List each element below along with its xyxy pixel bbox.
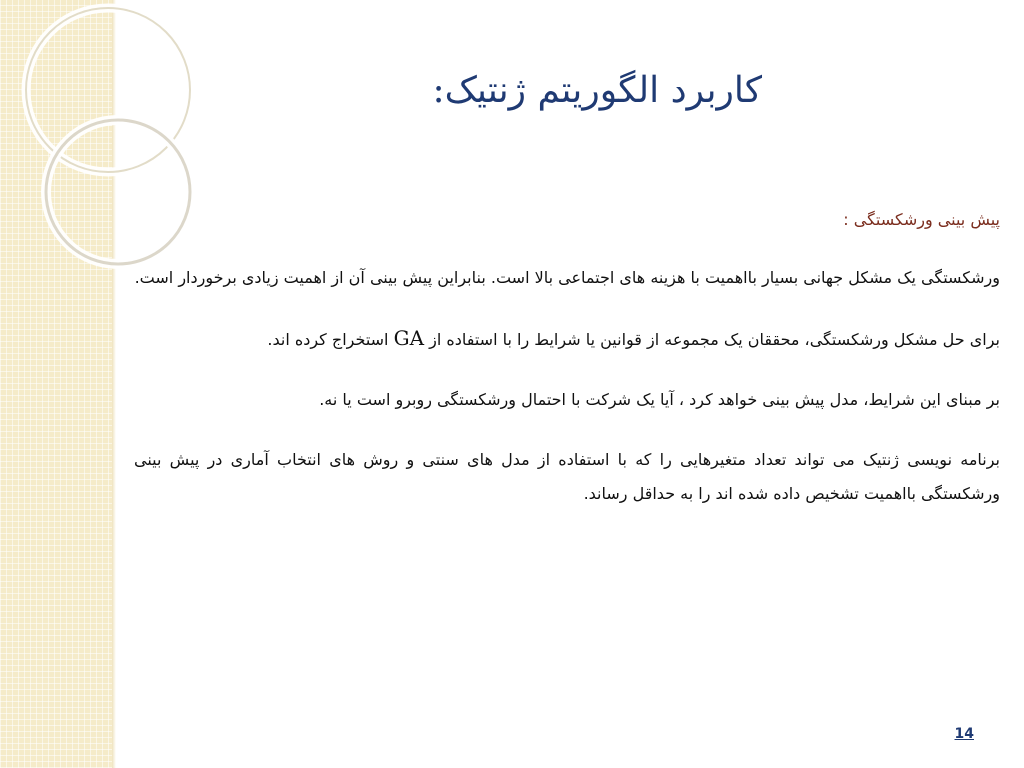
paragraph-model-prediction: بر مبنای این شرایط، مدل پیش بینی خواهد کرد ، آیا یک شرکت با احتمال ورشکستگی روبرو است یا نه. xyxy=(319,390,1000,409)
paragraph-ga-rules xyxy=(134,321,1000,357)
ga-term: GA xyxy=(393,326,425,350)
page-number: 14 xyxy=(954,726,974,742)
slide-title: کاربرد الگوریتم ژنتیک: xyxy=(432,70,762,111)
paragraph-ga-rules-start: برای حل مشکل ورشکستگی، محققان یک مجموعه از قوانین یا شرایط را با استفاده از xyxy=(429,330,1000,349)
paragraph-genetic-programming: برنامه نویسی ژنتیک می تواند تعداد متغیرهایی را که با استفاده از مدل های سنتی و روش های انتخاب آماری در پیش بینی ورشکستگی بااهمیت تشخیص داده شده اند را به حداقل رساند. xyxy=(134,450,1000,503)
section-heading: پیش بینی ورشکستگی : xyxy=(843,210,1000,229)
paragraph-ga-rules-end: استخراج کرده اند. xyxy=(267,330,389,349)
paragraph-bankruptcy-importance: ورشکستگی یک مشکل جهانی بسیار بااهمیت با هزینه های اجتماعی بالا است. بنابراین پیش بینی آن از اهمیت زیادی برخوردار است. xyxy=(134,268,1000,287)
slide-content xyxy=(134,205,1000,537)
